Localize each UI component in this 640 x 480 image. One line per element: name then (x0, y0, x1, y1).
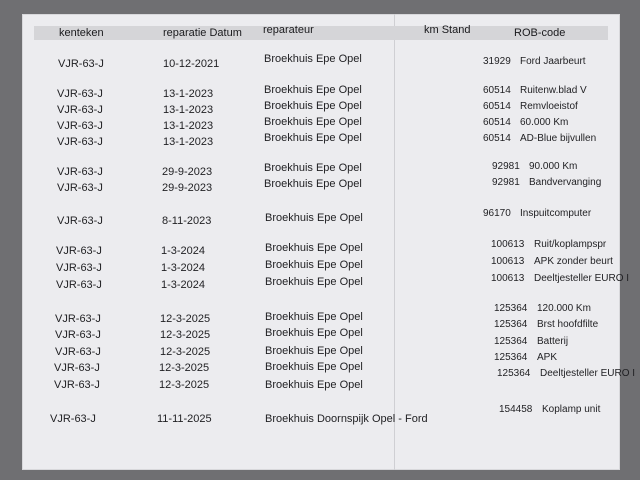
cell-km: 92981 (492, 161, 520, 172)
cell-omschrijving: Koplamp unit (542, 404, 601, 415)
cell-reparateur: Broekhuis Epe Opel (264, 178, 362, 190)
cell-omschrijving: AD-Blue bijvullen (520, 133, 597, 144)
cell-km: 100613 (491, 256, 525, 267)
cell-km: 100613 (491, 239, 525, 250)
cell-reparateur: Broekhuis Epe Opel (264, 162, 362, 174)
cell-datum: 13-1-2023 (163, 104, 214, 116)
cell-kenteken: VJR-63-J (55, 313, 101, 325)
cell-km: 96170 (483, 208, 511, 219)
cell-datum: 13-1-2023 (163, 88, 214, 100)
cell-datum: 12-3-2025 (160, 329, 211, 341)
header-datum: reparatie Datum (163, 27, 242, 39)
cell-km: 125364 (494, 352, 528, 363)
cell-km: 125364 (494, 303, 528, 314)
cell-kenteken: VJR-63-J (57, 104, 103, 116)
cell-datum: 13-1-2023 (163, 136, 214, 148)
cell-reparateur: Broekhuis Epe Opel (265, 311, 363, 323)
cell-omschrijving: 90.000 Km (529, 161, 578, 172)
cell-reparateur: Broekhuis Epe Opel (265, 345, 363, 357)
cell-omschrijving: Deeltjesteller EURO I (540, 368, 636, 379)
cell-omschrijving: Ruit/koplampspr (534, 239, 607, 250)
cell-datum: 1-3-2024 (161, 279, 206, 291)
header-reparateur: reparateur (263, 24, 314, 36)
cell-reparateur: Broekhuis Epe Opel (265, 327, 363, 339)
cell-omschrijving: APK (537, 352, 558, 363)
cell-km: 125364 (494, 336, 528, 347)
cell-reparateur: Broekhuis Epe Opel (264, 53, 362, 65)
cell-kenteken: VJR-63-J (56, 262, 102, 274)
cell-kenteken: VJR-63-J (57, 166, 103, 178)
cell-omschrijving: Batterij (537, 336, 569, 347)
cell-km: 154458 (499, 404, 533, 415)
cell-km: 92981 (492, 177, 520, 188)
cell-datum: 1-3-2024 (161, 245, 206, 257)
cell-km: 125364 (497, 368, 531, 379)
cell-datum: 12-3-2025 (160, 313, 211, 325)
cell-km: 60514 (483, 133, 511, 144)
cell-datum: 10-12-2021 (163, 58, 220, 70)
cell-datum: 12-3-2025 (160, 346, 211, 358)
cell-omschrijving: Remvloeistof (520, 101, 578, 112)
cell-datum: 29-9-2023 (162, 182, 213, 194)
header-rob: ROB-code (514, 27, 566, 39)
cell-km: 100613 (491, 273, 525, 284)
paper-fold (394, 14, 395, 470)
cell-reparateur: Broekhuis Epe Opel (265, 259, 363, 271)
cell-datum: 1-3-2024 (161, 262, 206, 274)
cell-kenteken: VJR-63-J (54, 379, 100, 391)
cell-kenteken: VJR-63-J (55, 346, 101, 358)
header-kenteken: kenteken (59, 27, 104, 39)
cell-km: 60514 (483, 85, 511, 96)
cell-omschrijving: Brst hoofdfilte (537, 319, 599, 330)
header-km: km Stand (424, 24, 471, 36)
cell-omschrijving: 120.000 Km (537, 303, 591, 314)
cell-kenteken: VJR-63-J (54, 362, 100, 374)
cell-kenteken: VJR-63-J (57, 182, 103, 194)
cell-kenteken: VJR-63-J (58, 58, 104, 70)
cell-reparateur: Broekhuis Epe Opel (264, 84, 362, 96)
cell-datum: 8-11-2023 (162, 215, 212, 227)
cell-kenteken: VJR-63-J (55, 329, 101, 341)
cell-omschrijving: Inspuitcomputer (520, 208, 592, 219)
cell-reparateur: Broekhuis Epe Opel (264, 100, 362, 112)
cell-reparateur: Broekhuis Epe Opel (264, 116, 362, 128)
cell-omschrijving: 60.000 Km (520, 117, 569, 128)
cell-reparateur: Broekhuis Epe Opel (265, 212, 363, 224)
cell-reparateur: Broekhuis Epe Opel (265, 379, 363, 391)
cell-kenteken: VJR-63-J (57, 136, 103, 148)
cell-datum: 13-1-2023 (163, 120, 214, 132)
cell-kenteken: VJR-63-J (56, 279, 102, 291)
table-header (34, 26, 608, 40)
cell-kenteken: VJR-63-J (56, 245, 102, 257)
cell-km: 60514 (483, 101, 511, 112)
cell-reparateur: Broekhuis Epe Opel (265, 276, 363, 288)
cell-omschrijving: Bandvervanging (529, 177, 602, 188)
cell-reparateur: Broekhuis Epe Opel (264, 132, 362, 144)
cell-omschrijving: APK zonder beurt (534, 256, 613, 267)
cell-datum: 12-3-2025 (159, 362, 210, 374)
cell-datum: 11-11-2025 (157, 413, 212, 425)
cell-reparateur: Broekhuis Doornspijk Opel - Ford (265, 413, 428, 425)
cell-reparateur: Broekhuis Epe Opel (265, 242, 363, 254)
cell-kenteken: VJR-63-J (57, 88, 103, 100)
cell-omschrijving: Deeltjesteller EURO I (534, 273, 630, 284)
cell-datum: 29-9-2023 (162, 166, 213, 178)
cell-kenteken: VJR-63-J (50, 413, 96, 425)
cell-kenteken: VJR-63-J (57, 215, 103, 227)
cell-kenteken: VJR-63-J (57, 120, 103, 132)
cell-datum: 12-3-2025 (159, 379, 210, 391)
cell-omschrijving: Ford Jaarbeurt (520, 56, 586, 67)
cell-reparateur: Broekhuis Epe Opel (265, 361, 363, 373)
cell-km: 125364 (494, 319, 528, 330)
cell-omschrijving: Ruitenw.blad V (520, 85, 587, 96)
cell-km: 60514 (483, 117, 511, 128)
cell-km: 31929 (483, 56, 511, 67)
